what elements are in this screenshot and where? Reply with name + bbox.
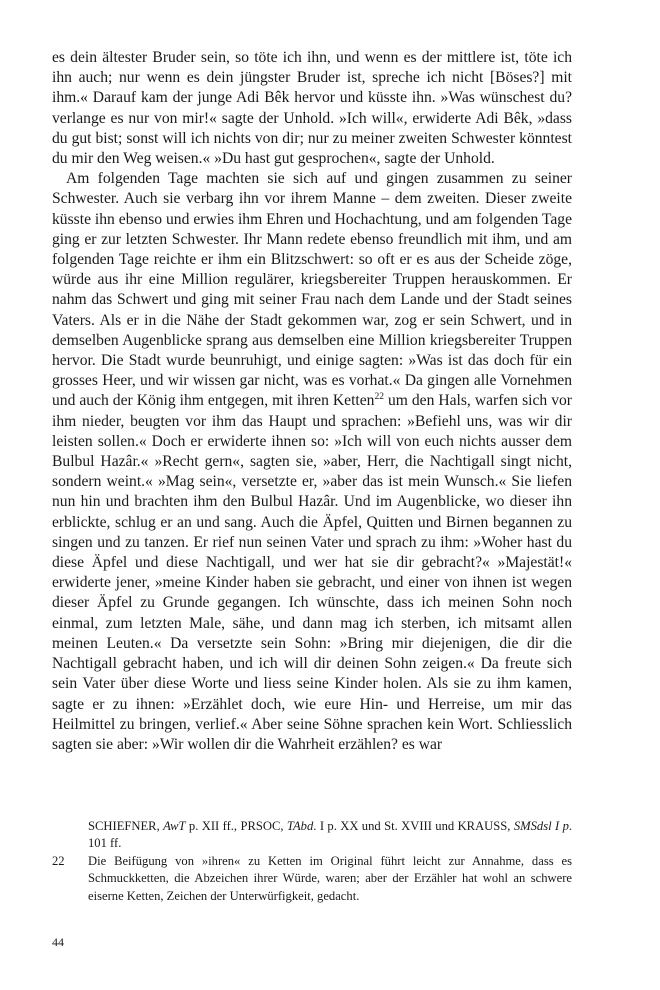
main-text (52, 48, 572, 755)
footnotes (52, 818, 572, 905)
fn-tabd: TAbd (286, 819, 314, 833)
paragraph-2-text-continued: um den Hals, warfen sich vor ihm nieder, beugten vor ihm das Haupt und sprachen: »Befiehl uns, was wir dir leisten sollen.« Doch er erwiderte ihnen so: »Ich will von euch nichts ausser dem Bulbul Hazâr.« »Recht gern«, sagten sie, »aber, Herr, die Nachtigall singt nicht, sondern weint.« »Mag sein«, versetzte er, »aber das ist mein Wunsch.« Sie liefen nun hin und brachten ihm den Bulbul Hazâr. Und im Augenblicke, wo dieser ihn erblickte, schlug er an und sang. Auch die Äpfel, Quitten und Birnen begannen zu singen und zu tanzen. Er rief nun seinen Vater und sprach zu ihm: »Woher hast du diese Äpfel und diese Nachtigall, und wer hat sie dir gebracht?« »Majestät!« erwiderte jener, »meine Kinder haben sie gebracht, und einer von ihnen ist wegen dieser Äpfel zu Grunde gegangen. Ich wünschte, dass ich meinen Sohn noch einmal, zum letzten Male, sähe, und dann mag ich sterben, ich mitsamt allen meinen Leuten.« Da versetzte sein Sohn: »Bring mir diejenigen, die dir die Nachtigall gebracht haben, und ich will dir deinen Sohn zeigen.« Da freute sich sein Vater über diese Worte und liess seine Kinder holen. Als sie zu ihm kamen, sagte er zu ihnen: »Erzählet doch, wie eure Hin- und Herreise, um mir das Heilmittel zu bringen, verlief.« Aber seine Söhne sprachen kein Wort. Schliesslich sagten sie aber: »Wir wollen dir die Wahrheit erzählen? es war (52, 392, 572, 753)
footnote-text: Die Beifügung von »ihren« zu Ketten im Original führt leicht zur Annahme, dass es Schmuckketten, die Abzeichen ihrer Würde, waren; aber der Erzähler hat wohl an schwere eiserne Ketten, Zeichen der Unterwürfigkeit, gedacht. (88, 853, 572, 903)
footnote-22 (52, 853, 572, 905)
fn-awt: AwT (163, 819, 186, 833)
footnote-ref-22[interactable]: 22 (374, 392, 384, 403)
fn-schiefner: SCHIEFNER, (88, 819, 164, 833)
paragraph-1: es dein ältester Bruder sein, so töte ich ihn, und wenn es der mittlere ist, töte ich ihn auch; nur wenn es dein jüngster Bruder ist, spreche ich nicht [Böses?] mit ihm.« Darauf kam der junge Adi Bêk hervor und küsste ihn. »Was wünschest du? verlange es nur von mir!« sagte der Unhold. »Ich will«, erwiderte Adi Bêk, »dass du gut bist; sonst will ich nichts von dir; nur zu meiner zweiten Schwester könntest du mir den Weg weisen.« »Du hast gut gesprochen«, sagte der Unhold. (52, 49, 572, 168)
fn-part3: . 101 ff. (88, 819, 573, 851)
paragraph-2 (52, 169, 572, 755)
footnote-number: 22 (52, 853, 65, 868)
page-number: 44 (52, 935, 64, 949)
fn-part1: p. XII ff., PRSOC, (185, 819, 287, 833)
fn-smsdsl: SMSdsl I p (513, 819, 569, 833)
fn-part2: . I p. XX und St. XVIII und KRAUSS, (313, 819, 514, 833)
footnote-continuation (52, 818, 572, 853)
paragraph-2-text: Am folgenden Tage machten sie sich auf und gingen zusammen zu seiner Schwester. Auch sie verbarg ihn vor ihrem Manne – dem zweiten. Dieser zweite küsste ihn ebenso und erwies ihm Ehren und Hochachtung, und am folgenden Tage ging er zur letzten Schwester. Ihr Mann redete ebenso freundlich mit ihm, und am folgenden Tage reichte er ihm ein Blitzschwert: so oft er es aus der Scheide zöge, würde aus ihr eine Million regulärer, kriegsbereiter Truppen herauskommen. Er nahm das Schwert und ging mit seiner Frau nach dem Lande und der Stadt seines Vaters. Als er in die Nähe der Stadt gekommen war, zog er sein Schwert, und in demselben Augenblicke sprang aus demselben eine Million kriegsbereiter Truppen hervor. Die Stadt wurde beunruhigt, und einige sagten: »Was ist das doch für ein grosses Heer, und wir wissen gar nicht, was es vorhat.« Da gingen alle Vornehmen und auch der König ihm entgegen, mit ihren Ketten (52, 170, 572, 410)
